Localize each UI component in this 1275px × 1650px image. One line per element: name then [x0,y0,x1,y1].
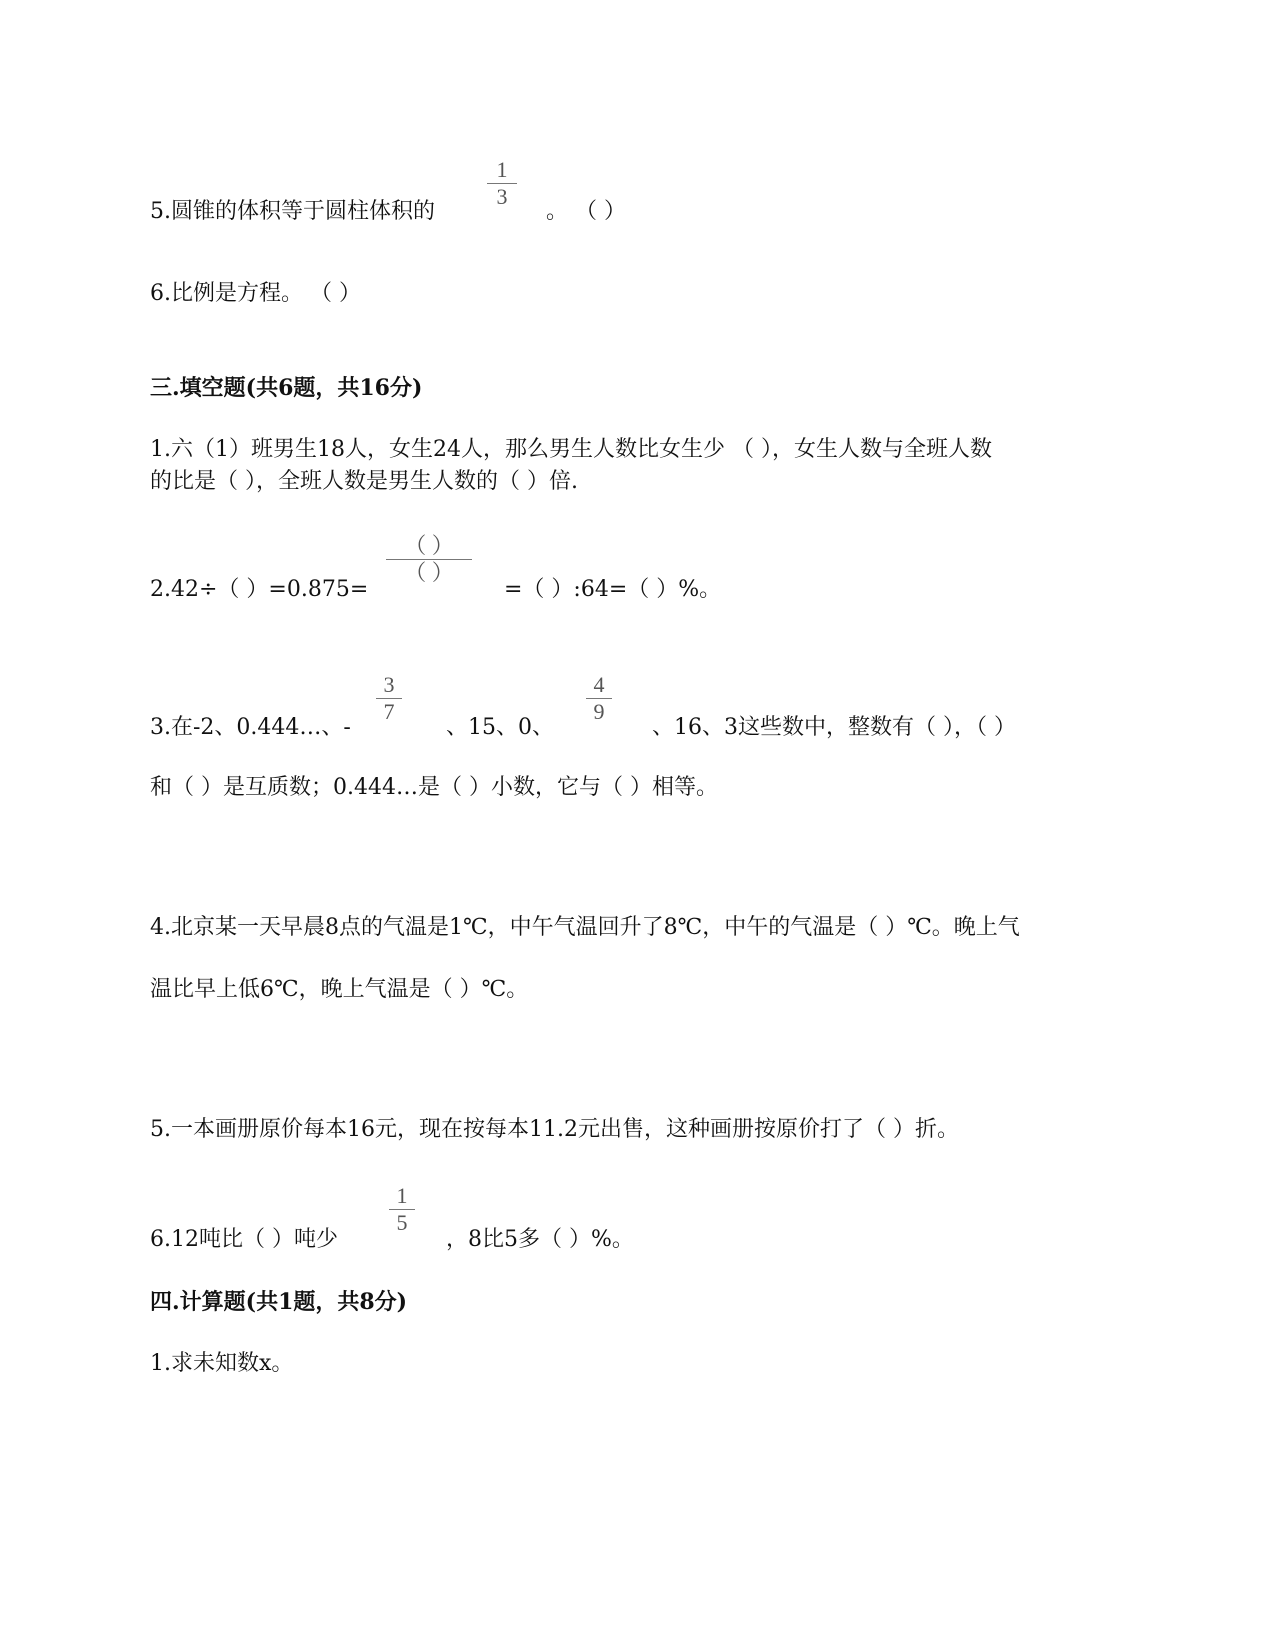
fraction-numerator: 4 [593,672,605,697]
fraction-numerator: 1 [496,157,508,182]
section-3-heading: 三.填空题(共6题，共16分) [150,375,423,401]
fill-4-line-2: 温比早上低6℃，晚上气温是（ ）℃。 [150,977,529,1002]
fraction-denominator: 7 [383,699,395,724]
fill-6-text: 6.12吨比（ ）吨少 [150,1227,338,1252]
fill-2-text-after: =（ ）:64=（ ）%。 [504,577,722,602]
section-4-heading: 四.计算题(共1题，共8分) [150,1289,408,1315]
fraction-denominator: （ ） [404,560,454,585]
question-5-text: 5.圆锥的体积等于圆柱体积的 [150,199,435,224]
fraction-numerator: 3 [383,672,395,697]
fill-3-part-2: 、15、0、 [446,715,554,740]
fill-3-part-1: 3.在-2、0.444…、- [150,715,351,740]
fraction-denominator: 3 [496,184,508,209]
fraction-four-ninths [586,673,612,724]
fraction-one-third [487,158,517,209]
fraction-numerator: （ ） [404,533,454,558]
fraction-numerator: 1 [396,1183,408,1208]
fraction-denominator: 5 [396,1210,408,1235]
fill-3-part-3: 、16、3这些数中，整数有（ ），（ ） [652,715,1016,740]
fraction-blank [386,534,472,585]
question-6-text: 6.比例是方程。 （ ） [150,281,361,306]
fill-1-line-1: 1.六（1）班男生18人，女生24人，那么男生人数比女生少 （ ），女生人数与全班人数 [150,437,992,462]
fraction-three-sevenths [376,673,402,724]
question-5-answer-blank: 。 （ ） [546,199,626,224]
fill-5-text: 5.一本画册原价每本16元，现在按每本11.2元出售，这种画册按原价打了（ ）折。 [150,1117,959,1142]
fill-4-line-1: 4.北京某一天早晨8点的气温是1℃，中午气温回升了8℃，中午的气温是（ ）℃。晚上气 [150,915,1020,940]
fraction-one-fifth [389,1184,415,1235]
fill-6-text-after: ，8比5多（ ）%。 [446,1227,634,1252]
fill-2-text: 2.42÷（ ）=0.875= [150,577,369,602]
fraction-denominator: 9 [593,699,605,724]
fill-1-line-2: 的比是（ ），全班人数是男生人数的（ ）倍. [150,469,578,494]
calc-1-text: 1.求未知数x。 [150,1351,294,1376]
fill-3-line-2: 和（ ）是互质数；0.444…是（ ）小数，它与（ ）相等。 [150,775,718,800]
